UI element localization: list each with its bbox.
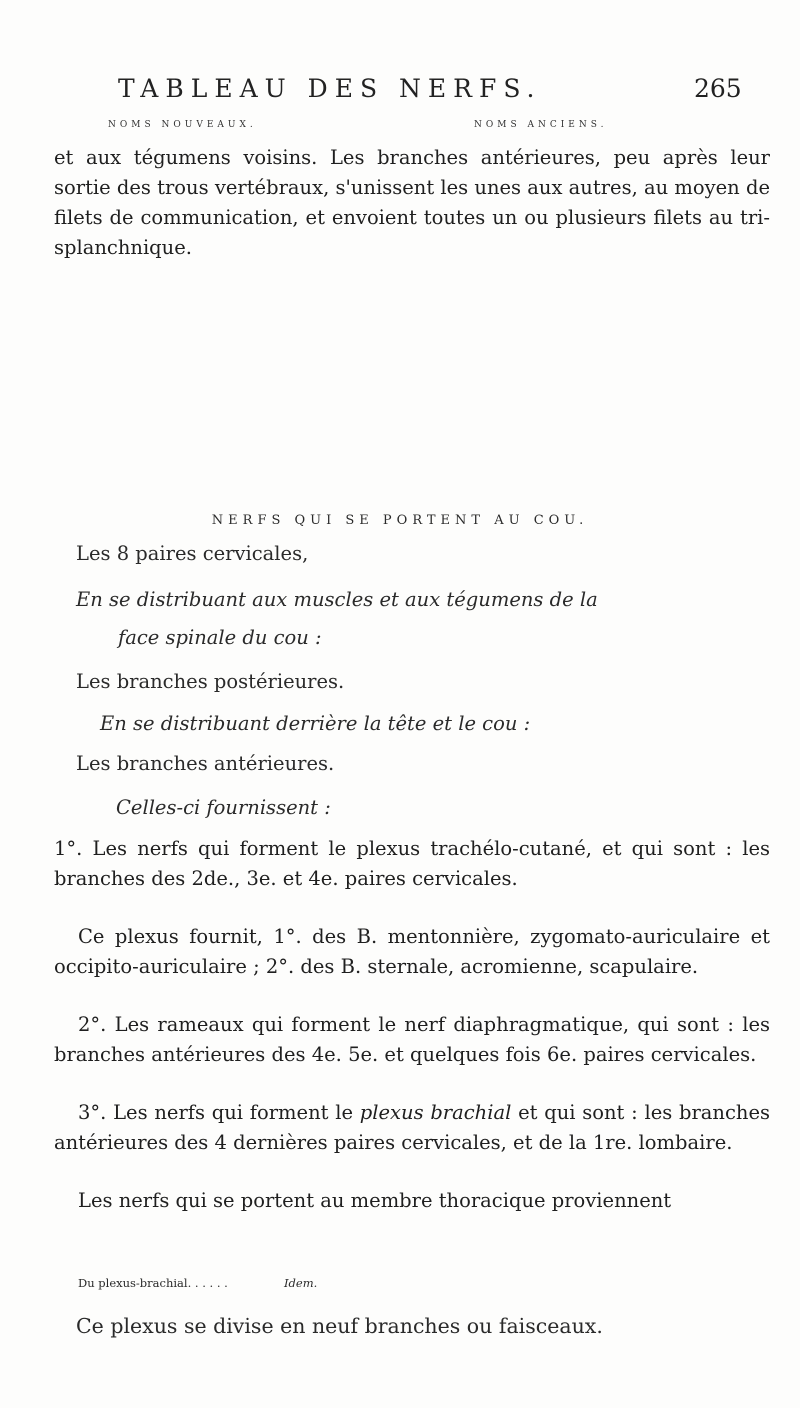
column-header-old-names: NOMS ANCIENS. — [474, 120, 608, 130]
paragraph-plexus-brachial — [54, 1098, 770, 1158]
column-header-new-names: NOMS NOUVEAUX. — [108, 120, 257, 130]
line-anterior-branches: Les branches antérieures. — [76, 752, 335, 775]
line-these-provide: Celles-ci fournissent : — [116, 796, 331, 819]
paragraph-plexus-branches: Ce plexus fournit, 1°. des B. mentonnière, zygomato-auriculaire et occipito-auriculaire ; 2°. des B. sternale, acromienne, scapulaire. — [54, 925, 770, 978]
section-heading: NERFS QUI SE PORTENT AU COU. — [211, 513, 589, 528]
last-line: Ce plexus se divise en neuf branches ou faisceaux. — [76, 1314, 603, 1338]
footer-idem: Idem. — [284, 1276, 318, 1290]
line-distribution-head: En se distribuant derrière la tête et le cou : — [100, 712, 531, 735]
footer-plexus-brachial: Du plexus-brachial. . . . . . — [78, 1276, 228, 1290]
plexus-brachial-text-b: et qui sont : les branches antérieures des 4 dernières paires cervicales, et de la 1re. lombaire. — [54, 1101, 771, 1154]
line-posterior-branches: Les branches postérieures. — [76, 670, 345, 693]
line-distribution-muscles: En se distribuant aux muscles et aux tégumens de la — [76, 588, 598, 611]
plexus-brachial-text-a: 3°. Les nerfs qui forment le — [78, 1101, 360, 1124]
paragraph-plexus-trachelo-cutane: 1°. Les nerfs qui forment le plexus trachélo-cutané, et qui sont : les branches des 2de., 3e. et 4e. paires cervicales. — [54, 837, 770, 890]
page-number: 265 — [694, 74, 742, 103]
intro-paragraph: et aux tégumens voisins. Les branches antérieures, peu après leur sortie des trous vertébraux, s'unissent les unes aux autres, au moyen de filets de communication, et envoient toutes un ou plusieurs filets au tri-splanchnique. — [54, 146, 770, 259]
line-cervical-pairs: Les 8 paires cervicales, — [76, 542, 309, 565]
running-title: TABLEAU DES NERFS. — [118, 74, 542, 103]
paragraph-diaphragmatic: 2°. Les rameaux qui forment le nerf diaphragmatique, qui sont : les branches antérieures des 4e. 5e. et quelques fois 6e. paires cervicales. — [54, 1013, 770, 1066]
line-spinal-face: face spinale du cou : — [118, 626, 322, 649]
paragraph-thoracic-limb: Les nerfs qui se portent au membre thoracique proviennent — [78, 1189, 672, 1212]
plexus-brachial-term: plexus brachial — [359, 1101, 512, 1124]
